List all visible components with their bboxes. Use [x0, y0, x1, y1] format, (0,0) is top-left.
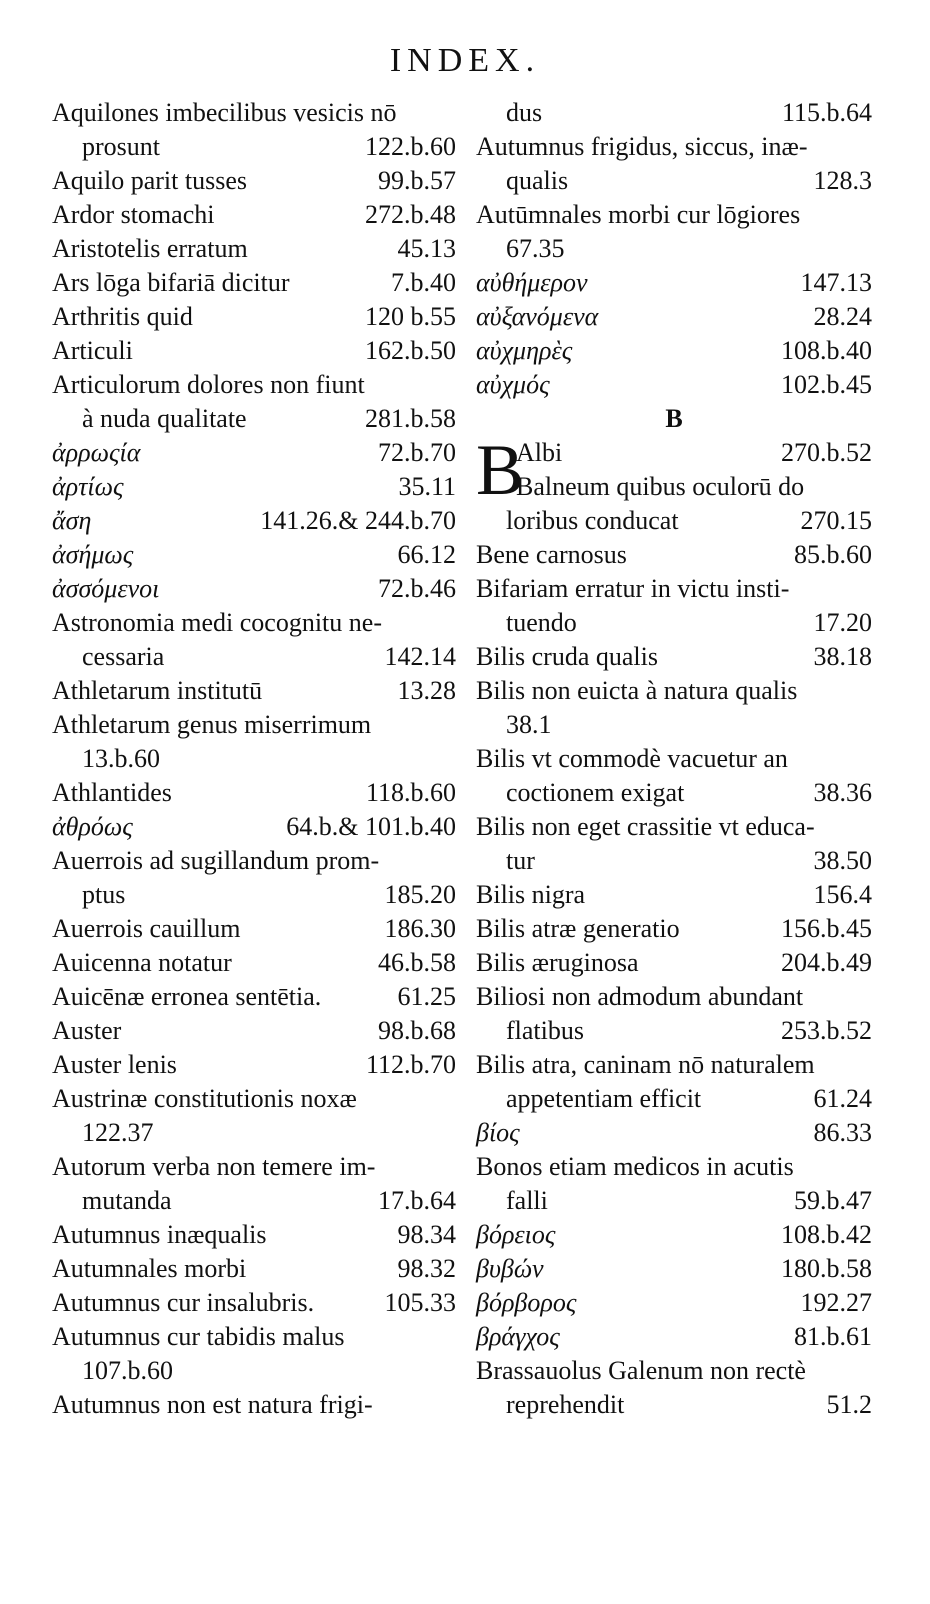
entry-page-ref: 112.b.70	[365, 1050, 456, 1079]
entry-page-ref: 156.b.45	[781, 914, 872, 943]
index-entry	[52, 1252, 456, 1286]
index-entry	[52, 742, 456, 776]
index-entry	[52, 878, 456, 912]
entry-term: Athlantides	[52, 778, 172, 807]
entry-term: 122.37	[82, 1118, 154, 1147]
entry-page-ref: 81.b.61	[794, 1322, 872, 1351]
entry-term: B	[665, 404, 683, 433]
entry-page-ref: 192.27	[800, 1288, 872, 1317]
entry-page-ref: 17.20	[813, 608, 872, 637]
index-entry	[476, 538, 872, 572]
index-entry	[52, 1388, 456, 1422]
entry-term: ἄση	[52, 506, 92, 535]
entry-term: Bifariam erratur in victu insti-	[476, 574, 790, 603]
entry-page-ref: 156.4	[813, 880, 872, 909]
index-entry	[476, 1320, 872, 1354]
index-entry	[476, 470, 872, 504]
entry-term: βίος	[476, 1118, 520, 1147]
entry-term: ptus	[82, 880, 126, 909]
entry-page-ref: 51.2	[826, 1390, 872, 1419]
entry-page-ref: 46.b.58	[378, 948, 456, 977]
index-entry	[476, 1150, 872, 1184]
entry-term: αὐξανόμενα	[476, 302, 599, 331]
index-entry	[476, 1048, 872, 1082]
index-entry	[476, 810, 872, 844]
entry-term: Autorum verba non temere im-	[52, 1152, 376, 1181]
index-entry	[476, 776, 872, 810]
entry-page-ref: 72.b.46	[378, 574, 456, 603]
index-entry	[52, 1218, 456, 1252]
entry-term: Autumnus inæqualis	[52, 1220, 267, 1249]
entry-term: Autumnus cur tabidis malus	[52, 1322, 345, 1351]
entry-term: Bilis cruda qualis	[476, 642, 658, 671]
section-letter	[476, 402, 872, 436]
index-entry	[52, 1286, 456, 1320]
entry-term: βράγχος	[476, 1322, 560, 1351]
entry-term: Autūmnales morbi cur lōgiores	[476, 200, 801, 229]
entry-term: Autumnus non est natura frigi-	[52, 1390, 373, 1419]
entry-term: Bilis atræ generatio	[476, 914, 680, 943]
entry-term: Auster	[52, 1016, 122, 1045]
entry-term: ἀρτίως	[52, 472, 124, 501]
index-entry	[52, 844, 456, 878]
entry-page-ref: 128.3	[813, 166, 872, 195]
entry-term: βόρειος	[476, 1220, 556, 1249]
entry-term: Ars lōga bifariā dicitur	[52, 268, 290, 297]
index-entry	[476, 1082, 872, 1116]
entry-term: reprehendit	[506, 1390, 625, 1419]
index-entry	[52, 402, 456, 436]
entry-page-ref: 147.13	[800, 268, 872, 297]
index-entry	[476, 1116, 872, 1150]
entry-term: Autumnus cur insalubris.	[52, 1288, 315, 1317]
entry-term: Articulorum dolores non fiunt	[52, 370, 365, 399]
entry-page-ref: 141.26.& 244.b.70	[260, 506, 456, 535]
entry-page-ref: 66.12	[397, 540, 456, 569]
index-entry	[52, 198, 456, 232]
entry-page-ref: 102.b.45	[781, 370, 872, 399]
entry-page-ref: 115.b.64	[781, 98, 872, 127]
entry-term: Auerrois ad sugillandum prom-	[52, 846, 380, 875]
entry-term: tuendo	[506, 608, 577, 637]
index-entry	[476, 130, 872, 164]
entry-term: Bilis æruginosa	[476, 948, 639, 977]
entry-term: 13.b.60	[82, 744, 160, 773]
entry-page-ref: 86.33	[813, 1118, 872, 1147]
index-entry	[476, 640, 872, 674]
index-entry	[476, 878, 872, 912]
entry-term: dus	[506, 98, 543, 127]
entry-term: αὐχμηρὲς	[476, 336, 573, 365]
entry-term: cessaria	[82, 642, 165, 671]
entry-term: ἀθρόως	[52, 812, 133, 841]
entry-page-ref: 253.b.52	[781, 1016, 872, 1045]
index-entry	[52, 708, 456, 742]
entry-page-ref: 118.b.60	[365, 778, 456, 807]
entry-term: Auicēnæ erronea sentētia.	[52, 982, 322, 1011]
entry-term: coctionem exigat	[506, 778, 685, 807]
index-entry	[476, 266, 872, 300]
entry-page-ref: 270.15	[800, 506, 872, 535]
index-entry	[52, 776, 456, 810]
index-entry	[476, 96, 872, 130]
entry-page-ref: 45.13	[397, 234, 456, 263]
entry-page-ref: 122.b.60	[365, 132, 456, 161]
entry-term: falli	[506, 1186, 548, 1215]
index-entry	[52, 946, 456, 980]
entry-page-ref: 38.36	[813, 778, 872, 807]
entry-term: Auerrois cauillum	[52, 914, 241, 943]
entry-page-ref: 98.32	[397, 1254, 456, 1283]
entry-page-ref: 35.11	[398, 472, 456, 501]
entry-term: Bonos etiam medicos in acutis	[476, 1152, 794, 1181]
index-entry	[476, 1014, 872, 1048]
index-entry	[52, 300, 456, 334]
index-entry	[476, 606, 872, 640]
entry-term: Austrinæ constitutionis noxæ	[52, 1084, 357, 1113]
entry-page-ref: 85.b.60	[794, 540, 872, 569]
index-entry	[476, 844, 872, 878]
entry-page-ref: 204.b.49	[781, 948, 872, 977]
entry-term: tur	[506, 846, 535, 875]
entry-term: Auicenna notatur	[52, 948, 232, 977]
index-entry	[476, 674, 872, 708]
index-entry	[476, 368, 872, 402]
drop-cap-b: B	[476, 430, 525, 510]
index-entry	[52, 640, 456, 674]
index-entry	[52, 1082, 456, 1116]
entry-page-ref: 108.b.40	[781, 336, 872, 365]
entry-term: prosunt	[82, 132, 160, 161]
entry-page-ref: 61.25	[397, 982, 456, 1011]
entry-page-ref: 186.30	[384, 914, 456, 943]
entry-term: loribus conducat	[506, 506, 679, 535]
index-entry	[52, 980, 456, 1014]
entry-page-ref: 99.b.57	[378, 166, 456, 195]
index-entry	[476, 946, 872, 980]
entry-page-ref: 120 b.55	[365, 302, 456, 331]
entry-term: Aquilones imbecilibus vesicis nō	[52, 98, 397, 127]
index-entry	[476, 1388, 872, 1422]
index-entry	[52, 912, 456, 946]
entry-term: Aquilo parit tusses	[52, 166, 247, 195]
entry-page-ref: 270.b.52	[781, 438, 872, 467]
entry-term: Balneum quibus oculorū do	[516, 472, 805, 501]
entry-term: Bilis non euicta à natura qualis	[476, 676, 798, 705]
index-column-right	[476, 96, 872, 1422]
index-entry	[52, 1184, 456, 1218]
entry-term: Bene carnosus	[476, 540, 627, 569]
entry-term: à nuda qualitate	[82, 404, 247, 433]
index-entry	[476, 198, 872, 232]
entry-page-ref: 272.b.48	[365, 200, 456, 229]
entry-term: Albi	[516, 438, 563, 467]
index-entry	[52, 1320, 456, 1354]
entry-page-ref: 59.b.47	[794, 1186, 872, 1215]
index-entry	[52, 538, 456, 572]
entry-term: ἀσήμως	[52, 540, 134, 569]
index-entry	[476, 742, 872, 776]
entry-page-ref: 7.b.40	[391, 268, 456, 297]
entry-term: βόρβορος	[476, 1288, 577, 1317]
index-entry	[52, 232, 456, 266]
entry-term: mutanda	[82, 1186, 172, 1215]
index-entry	[476, 334, 872, 368]
index-entry	[476, 232, 872, 266]
entry-term: 67.35	[506, 234, 565, 263]
index-entry	[52, 606, 456, 640]
entry-term: ἀρρωςία	[52, 438, 141, 467]
entry-term: Brassauolus Galenum non rectè	[476, 1356, 806, 1385]
entry-page-ref: 38.18	[813, 642, 872, 671]
entry-term: 107.b.60	[82, 1356, 173, 1385]
index-entry	[476, 504, 872, 538]
index-entry	[52, 470, 456, 504]
entry-page-ref: 142.14	[384, 642, 456, 671]
entry-page-ref: 72.b.70	[378, 438, 456, 467]
entry-page-ref: 28.24	[813, 302, 872, 331]
entry-term: Bilis atra, caninam nō naturalem	[476, 1050, 815, 1079]
entry-term: appetentiam efficit	[506, 1084, 702, 1113]
entry-page-ref: 105.33	[384, 1288, 456, 1317]
index-entry	[476, 1354, 872, 1388]
entry-term: Athletarum genus miserrimum	[52, 710, 372, 739]
entry-page-ref: 180.b.58	[781, 1254, 872, 1283]
entry-term: flatibus	[506, 1016, 584, 1045]
index-entry	[52, 1048, 456, 1082]
entry-term: Arthritis quid	[52, 302, 193, 331]
index-entry	[52, 810, 456, 844]
entry-page-ref: 17.b.64	[378, 1186, 456, 1215]
page-title: INDEX.	[389, 42, 541, 79]
index-entry	[52, 130, 456, 164]
entry-page-ref: 61.24	[813, 1084, 872, 1113]
index-entry	[476, 912, 872, 946]
entry-term: αὐχμός	[476, 370, 550, 399]
entry-page-ref: 64.b.& 101.b.40	[286, 812, 456, 841]
entry-term: 38.1	[506, 710, 552, 739]
index-entry	[476, 572, 872, 606]
index-entry	[52, 164, 456, 198]
index-entry	[476, 1218, 872, 1252]
entry-term: αὐθήμερον	[476, 268, 588, 297]
index-entry	[476, 1252, 872, 1286]
index-entry	[476, 164, 872, 198]
index-entry	[52, 572, 456, 606]
index-entry	[52, 1150, 456, 1184]
entry-page-ref: 185.20	[384, 880, 456, 909]
entry-term: Bilis nigra	[476, 880, 586, 909]
index-entry	[476, 300, 872, 334]
entry-page-ref: 98.b.68	[378, 1016, 456, 1045]
index-entry	[52, 266, 456, 300]
entry-term: Articuli	[52, 336, 133, 365]
index-column-left	[52, 96, 456, 1422]
entry-term: qualis	[506, 166, 569, 195]
entry-term: Auster lenis	[52, 1050, 177, 1079]
entry-term: Autumnus frigidus, siccus, inæ-	[476, 132, 808, 161]
index-entry	[52, 504, 456, 538]
index-entry	[52, 674, 456, 708]
entry-page-ref: 281.b.58	[365, 404, 456, 433]
entry-term: Ardor stomachi	[52, 200, 215, 229]
entry-term: Athletarum institutū	[52, 676, 263, 705]
entry-term: Astronomia medi cocognitu ne-	[52, 608, 382, 637]
index-entry	[476, 980, 872, 1014]
entry-page-ref: 13.28	[397, 676, 456, 705]
index-entry	[52, 436, 456, 470]
index-entry	[52, 368, 456, 402]
entry-term: Autumnales morbi	[52, 1254, 247, 1283]
index-entry	[52, 96, 456, 130]
index-entry	[476, 1184, 872, 1218]
entry-term: Biliosi non admodum abundant	[476, 982, 804, 1011]
entry-page-ref: 38.50	[813, 846, 872, 875]
entry-term: Bilis non eget crassitie vt educa-	[476, 812, 815, 841]
index-entry	[52, 334, 456, 368]
entry-page-ref: 108.b.42	[781, 1220, 872, 1249]
entry-term: Bilis vt commodè vacuetur an	[476, 744, 788, 773]
index-entry	[476, 1286, 872, 1320]
entry-term: Aristotelis erratum	[52, 234, 248, 263]
entry-term: ἀσσόμενοι	[52, 574, 160, 603]
entry-term: βυβών	[476, 1254, 544, 1283]
entry-page-ref: 162.b.50	[365, 336, 456, 365]
index-entry	[476, 708, 872, 742]
index-entry	[52, 1014, 456, 1048]
index-entry	[52, 1354, 456, 1388]
entry-page-ref: 98.34	[397, 1220, 456, 1249]
index-entry	[52, 1116, 456, 1150]
